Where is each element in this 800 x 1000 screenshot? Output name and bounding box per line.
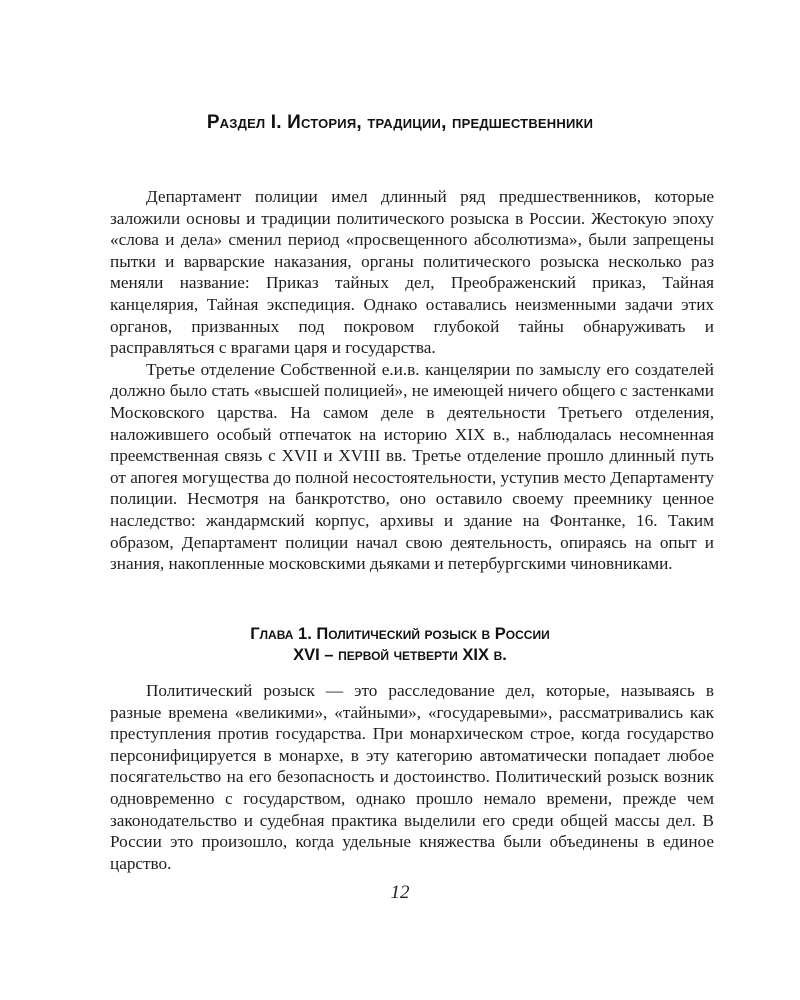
chapter-title-line-1: Глава 1. Политический розыск в России <box>250 625 550 643</box>
intro-paragraph-2: Третье отделение Собственной е.и.в. канцелярии по замыслу его создателей должно было стать «высшей полицией», не имеющей ничего общего с застенками Московского царства. На самом деле в деятельности Третьего отделения, наложившего особый отпечаток на историю XIX в., наблюдалась несомненная преемственная связь с XVII и XVIII вв. Третье отделение прошло длинный путь от апогея могущества до полной несостоятельности, уступив место Департаменту полиции. Несмотря на банкротство, оно оставило своему преемнику ценное наследство: жандармский корпус, архивы и здание на Фонтанке, 16. Таким образом, Департамент полиции начал свою деятельность, опираясь на опыт и знания, накопленные московскими дьяками и петербургскими чиновниками. <box>110 359 714 574</box>
chapter-title-line-2: XVI – первой четверти XIX в. <box>293 646 507 664</box>
section-title: Раздел I. История, традиции, предшественники <box>206 112 594 133</box>
chapter-paragraph-1: Политический розыск — это расследование дел, которые, называясь в разные времена «великими», «тайными», «государевыми», рассматривались как преступления против государства. При монархическом строе, когда государство персонифицируется в монархе, в эту категорию автоматически попадает любое посягательство на его безопасность и достоинство. Политический розыск возник одновременно с государством, однако прошло немало времени, прежде чем законодательство и судебная практика выделили его среди общей массы дел. В России это произошло, когда удельные княжества были объединены в единое царство. <box>110 681 714 873</box>
page-number: 12 <box>390 882 410 903</box>
intro-text <box>110 186 714 575</box>
chapter-text <box>110 680 714 874</box>
intro-paragraph-1: Департамент полиции имел длинный ряд предшественников, которые заложили основы и традиции политического розыска в России. Жестокую эпоху «слова и дела» сменил период «просвещенного абсолютизма», были запрещены пытки и варварские наказания, органы политического розыска несколько раз меняли название: Приказ тайных дел, Преображенский приказ, Тайная канцелярия, Тайная экспедиция. Однако оставались неизменными задачи этих органов, призванных под покровом глубокой тайны обнаруживать и расправляться с врагами царя и государства. <box>110 187 714 358</box>
chapter-title <box>0 624 800 666</box>
